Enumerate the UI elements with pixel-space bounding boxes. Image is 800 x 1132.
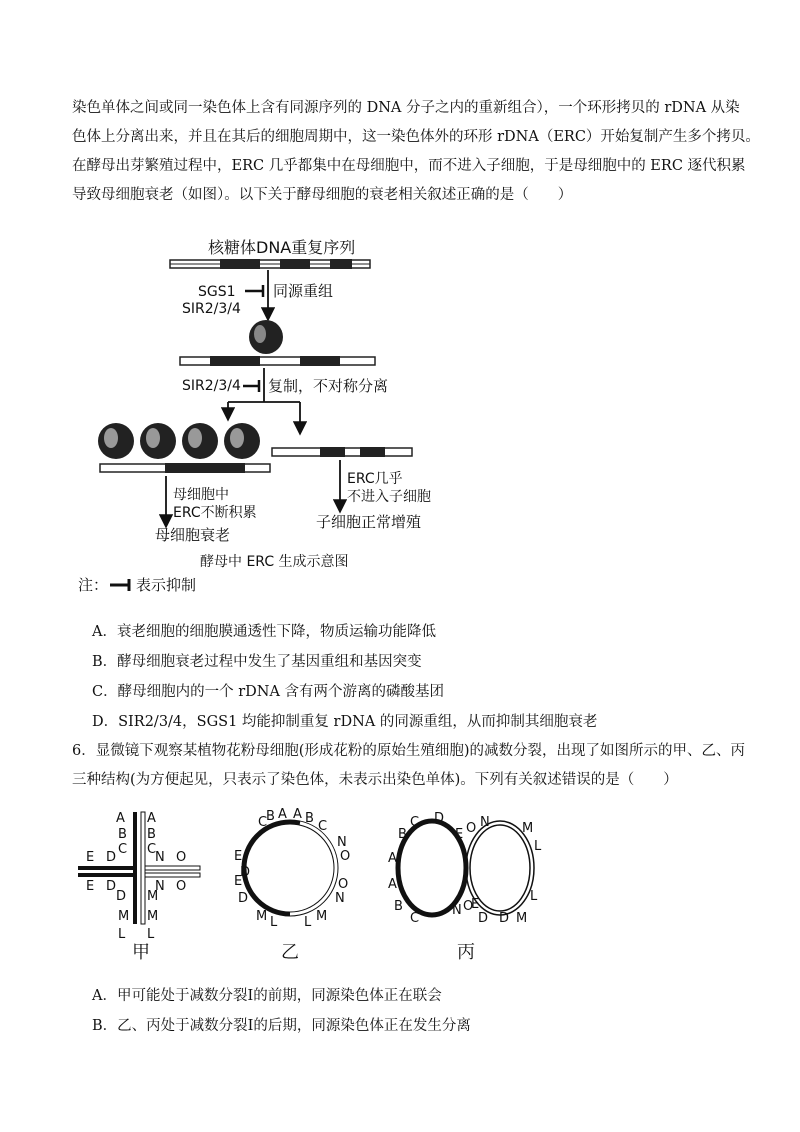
- q6-option-b: B．乙、丙处于减数分裂Ⅰ的后期，同源染色体正在发生分离: [92, 1018, 471, 1034]
- svg-text:O: O: [466, 821, 477, 836]
- svg-text:O: O: [340, 849, 351, 864]
- right-note-2: 不进入子细胞: [347, 489, 431, 505]
- svg-text:D: D: [434, 811, 445, 826]
- structure-jia: [78, 811, 200, 942]
- intro-line: 色体上分离出来，并且在其后的细胞周期中，这一染色体外的环形 rDNA（ERC）开始复制产生多个拷贝。: [72, 129, 760, 145]
- label-jia: 甲: [132, 942, 150, 963]
- svg-text:B: B: [118, 827, 127, 842]
- q5-option-b: B．酵母细胞衰老过程中发生了基因重组和基因突变: [92, 654, 422, 670]
- svg-text:D: D: [106, 850, 117, 865]
- svg-text:E: E: [86, 879, 95, 894]
- svg-text:A: A: [293, 807, 302, 822]
- replication-label: 复制，不对称分离: [268, 377, 389, 395]
- svg-text:O: O: [176, 850, 187, 865]
- svg-text:M: M: [118, 909, 130, 924]
- q6-option-a: A．甲可能处于减数分裂Ⅰ的前期，同源染色体正在联会: [92, 988, 442, 1004]
- svg-text:A: A: [278, 807, 287, 822]
- sir-label-1: SIR2/3/4: [182, 301, 241, 317]
- svg-text:M: M: [522, 821, 534, 836]
- svg-text:L: L: [147, 927, 155, 942]
- svg-text:B: B: [147, 827, 156, 842]
- svg-text:E: E: [86, 850, 95, 865]
- rdna-strand-left: [100, 463, 270, 473]
- svg-text:B: B: [398, 827, 407, 842]
- svg-text:M: M: [256, 909, 268, 924]
- inhibit-legend-icon: [110, 579, 129, 591]
- svg-text:D: D: [499, 911, 510, 926]
- chromosome-figure: [0, 800, 800, 970]
- figure-caption: 酵母中 ERC 生成示意图: [200, 554, 349, 570]
- svg-text:B: B: [266, 809, 275, 824]
- svg-text:B: B: [305, 811, 314, 826]
- right-note-1: ERC几乎: [347, 471, 403, 487]
- svg-text:L: L: [530, 889, 538, 904]
- q5-option-d: D．SIR2/3/4，SGS1 均能抑制重复 rDNA 的同源重组，从而抑制其细胞衰老: [92, 714, 598, 730]
- sir-label-2: SIR2/3/4: [182, 378, 241, 394]
- svg-text:N: N: [335, 891, 345, 906]
- svg-text:C: C: [118, 842, 128, 857]
- erc-diagram: [0, 225, 800, 600]
- svg-text:L: L: [534, 839, 542, 854]
- svg-text:N: N: [452, 903, 462, 918]
- svg-text:E: E: [234, 874, 243, 889]
- svg-text:O: O: [463, 899, 474, 914]
- svg-text:M: M: [516, 911, 528, 926]
- sgs1-label: SGS1: [198, 284, 236, 300]
- structure-bing: [388, 811, 542, 926]
- svg-text:O: O: [338, 877, 349, 892]
- rdna-strand-middle: [180, 356, 375, 366]
- svg-text:A: A: [116, 811, 125, 826]
- svg-text:C: C: [410, 911, 420, 926]
- rdna-repeat-title: 核糖体DNA重复序列: [208, 238, 356, 257]
- svg-text:L: L: [270, 915, 278, 930]
- svg-text:L: L: [118, 927, 126, 942]
- q6-line: 6．显微镜下观察某植物花粉母细胞(形成花粉的原始生殖细胞)的减数分裂，出现了如图所示的甲、乙、丙: [72, 743, 746, 759]
- note-text: 表示抑制: [136, 576, 197, 594]
- left-note-1: 母细胞中: [173, 487, 229, 503]
- rdna-strand-right: [272, 447, 412, 457]
- inhibit-symbol: [243, 380, 259, 392]
- svg-text:B: B: [394, 899, 403, 914]
- svg-text:O: O: [176, 879, 187, 894]
- svg-text:C: C: [258, 815, 268, 830]
- svg-text:L: L: [304, 915, 312, 930]
- q5-option-a: A．衰老细胞的细胞膜通透性下降，物质运输功能降低: [92, 624, 436, 640]
- structure-yi: [234, 807, 350, 930]
- svg-text:D: D: [116, 889, 127, 904]
- svg-text:M: M: [316, 909, 328, 924]
- svg-text:N: N: [155, 879, 165, 894]
- left-note-2: ERC不断积累: [173, 505, 257, 521]
- intro-line: 在酵母出芽繁殖过程中，ERC 几乎都集中在母细胞中，而不进入子细胞，于是母细胞中的 ERC 逐代积累: [72, 158, 746, 174]
- svg-text:N: N: [480, 815, 490, 830]
- svg-text:D: D: [238, 891, 249, 906]
- mother-aging-label: 母细胞衰老: [155, 526, 231, 544]
- svg-text:A: A: [388, 851, 397, 866]
- svg-text:C: C: [147, 842, 157, 857]
- recombination-label: 同源重组: [273, 282, 334, 300]
- svg-text:N: N: [337, 835, 347, 850]
- q5-option-c: C．酵母细胞内的一个 rDNA 含有两个游离的磷酸基团: [92, 684, 445, 700]
- svg-text:E: E: [234, 849, 243, 864]
- svg-text:E: E: [455, 827, 464, 842]
- label-bing: 丙: [457, 942, 475, 963]
- svg-text:D: D: [478, 911, 489, 926]
- intro-line: 导致母细胞衰老（如图）。以下关于酵母细胞的衰老相关叙述正确的是（ ）: [72, 187, 573, 203]
- rdna-strand-top: [170, 259, 370, 269]
- intro-paragraph: [72, 94, 760, 210]
- label-yi: 乙: [281, 942, 299, 963]
- inhibit-symbol: [245, 285, 263, 297]
- yeast-cell: [249, 320, 283, 354]
- svg-text:C: C: [318, 819, 328, 834]
- svg-text:A: A: [388, 877, 397, 892]
- svg-text:M: M: [147, 889, 159, 904]
- mother-cells: [98, 423, 260, 459]
- note-label: 注：: [78, 576, 109, 594]
- q6-line: 三种结构(为方便起见，只表示了染色体，未表示出染色单体)。下列有关叙述错误的是（ ）: [72, 772, 678, 788]
- svg-text:M: M: [147, 909, 159, 924]
- daughter-normal-label: 子细胞正常增殖: [316, 513, 422, 531]
- svg-text:E: E: [471, 897, 480, 912]
- svg-text:D: D: [106, 879, 117, 894]
- q6-stem: [72, 737, 745, 795]
- svg-text:C: C: [410, 815, 420, 830]
- svg-text:D: D: [240, 865, 251, 880]
- intro-line: 染色单体之间或同一染色体上含有同源序列的 DNA 分子之内的重新组合），一个环形拷贝的 rDNA 从染: [72, 100, 740, 116]
- svg-text:N: N: [155, 850, 165, 865]
- svg-text:A: A: [147, 811, 156, 826]
